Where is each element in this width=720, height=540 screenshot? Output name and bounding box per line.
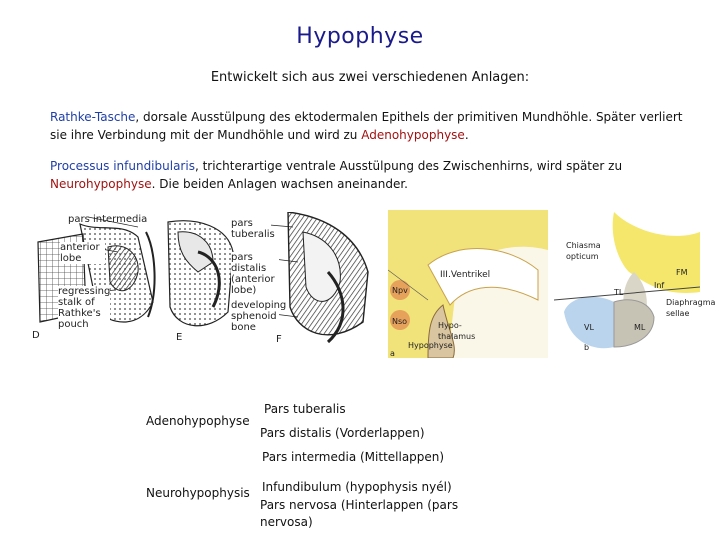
label-nso: Nso — [392, 317, 408, 326]
label-panel-a: a — [390, 349, 395, 358]
label-ml: ML — [634, 323, 646, 332]
label-neurohypophysis: Neurohypophysis — [146, 486, 250, 500]
label-panel-f: F — [276, 334, 282, 345]
paragraph-rathke-end: . — [464, 128, 469, 142]
pituitary-figure — [554, 212, 716, 352]
paragraph-infundibularis — [50, 157, 690, 193]
term-adenohypophyse: Adenohypophyse — [361, 128, 465, 142]
label-vl: VL — [584, 323, 594, 332]
paragraph-infundibularis-text: , trichterartige ventrale Ausstülpung des Zwischenhirns, wird später zu — [194, 159, 623, 173]
label-iii-ventrikel: III.Ventrikel — [440, 270, 491, 280]
paragraph-infundibularis-end: . Die beiden Anlagen wachsen aneinander. — [151, 177, 408, 191]
label-pars-distalis: pars distalis (anterior lobe) — [231, 252, 279, 296]
label-hypophyse-figure: Hypophyse — [408, 341, 453, 350]
pituitary-illustration — [554, 212, 700, 352]
label-developing-bone: developing sphenoid bone — [231, 300, 287, 333]
label-fm: FM — [676, 268, 688, 277]
label-pars-intermedia: pars intermedia — [68, 214, 148, 225]
label-chiasma: Chiasma opticum — [566, 241, 601, 261]
paragraph-rathke-text: , dorsale Ausstülpung des ektodermalen Epithels der primitiven Mundhöhle. Später verliert sie ihre Verbindung mit der Mundhöhle und wird zu — [50, 110, 683, 142]
label-hypothalamus: Hypo-thalamus — [438, 321, 476, 341]
label-inf: Inf — [654, 281, 665, 290]
label-panel-d: D — [32, 330, 40, 341]
paragraph-rathke — [50, 108, 690, 144]
label-npv: Npv — [392, 286, 408, 295]
label-pars-distalis-table: Pars distalis (Vorderlappen) — [260, 426, 425, 440]
label-tl: TL — [614, 288, 624, 297]
label-pars-nervosa: Pars nervosa (Hinterlappen (pars nervosa) — [260, 498, 459, 529]
label-pars-tuberalis-table: Pars tuberalis — [264, 402, 346, 416]
hypothalamus-figure — [388, 210, 548, 358]
label-pars-tuberalis: pars tuberalis — [231, 218, 275, 240]
page-title: Hypophyse — [296, 24, 424, 49]
label-pars-intermedia-table: Pars intermedia (Mittellappen) — [262, 450, 445, 464]
label-adenohypophyse: Adenohypophyse — [146, 414, 250, 428]
label-infundibulum: Infundibulum (hypophysis nyél) — [262, 480, 452, 494]
label-panel-e: E — [176, 332, 183, 343]
label-regressing-stalk: regressing stalk of Rathke's pouch — [58, 286, 111, 330]
term-rathke: Rathke-Tasche — [50, 110, 136, 124]
term-neurohypophyse: Neurohypophyse — [50, 177, 152, 191]
label-diaphragma: Diaphragma sellae — [666, 298, 716, 318]
term-processus: Processus infundibularis — [50, 159, 195, 173]
page-subtitle: Entwickelt sich aus zwei verschiedenen Anlagen: — [210, 70, 530, 85]
histology-illustration — [28, 212, 380, 352]
label-panel-b: b — [584, 343, 590, 352]
histology-figure — [28, 212, 380, 352]
label-anterior-lobe: anterior lobe — [60, 242, 105, 264]
